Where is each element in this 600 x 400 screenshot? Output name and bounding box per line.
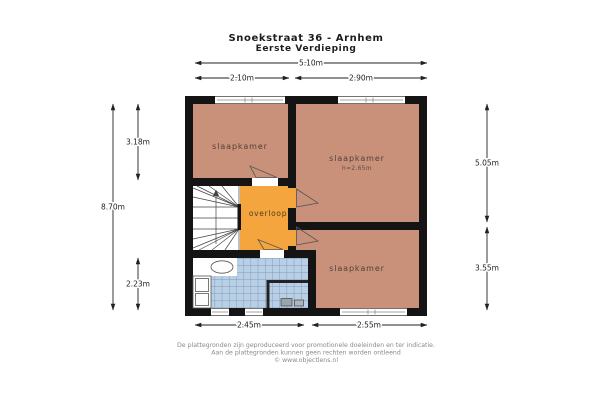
plan-title: Snoekstraat 36 - Arnhem [228, 33, 384, 44]
room-landing-overloop [240, 186, 296, 250]
label-bedroom-bottom-right: slaapkamer [329, 264, 385, 273]
dim-label-bottom-right: 2.55m [356, 320, 382, 330]
window-top-right [338, 97, 405, 104]
dim-label-right-upper: 5.05m [474, 158, 500, 168]
label-landing: overloop [248, 209, 288, 218]
shower-drain [295, 300, 304, 306]
disclaimer-line-3: © www.objectlens.nl [273, 357, 339, 364]
dim-label-left-upper: 3.18m [125, 137, 151, 147]
window-top-left [215, 97, 285, 104]
dim-label-top-total: 5.10m [298, 58, 324, 68]
window-bottom-bedroom [340, 309, 407, 316]
label-bedroom-top-right-height: h=2.65m [342, 166, 372, 172]
window-bathroom-left [211, 309, 229, 316]
window-bathroom-right [245, 309, 263, 316]
toilet [281, 299, 292, 307]
plan-subtitle: Eerste Verdieping [255, 44, 357, 54]
washbasin [211, 261, 233, 273]
label-bedroom-top-right: slaapkamer [329, 154, 385, 163]
stair-newel [238, 204, 242, 230]
room-bedroom-top-left [193, 104, 288, 178]
dim-label-top-right: 2.90m [348, 73, 374, 83]
cupboard-upper-unit [196, 279, 209, 292]
dim-label-bottom-left: 2.45m [236, 320, 262, 330]
dim-label-left-total: 8.70m [100, 202, 126, 212]
cupboard-lower-unit [196, 294, 209, 306]
dim-label-top-left: 2.10m [229, 73, 255, 83]
dim-label-right-lower: 3.55m [474, 263, 500, 273]
dim-label-left-lower: 2.23m [125, 279, 151, 289]
room-bedroom-top-right [296, 104, 419, 222]
disclaimer-line-1: De plattegronden zijn geproduceerd voor promotionele doeleinden en ter indicatie. [177, 342, 435, 349]
disclaimer-line-2: Aan de plattegronden kunnen geen rechten worden ontleend [211, 349, 401, 357]
label-bedroom-top-left: slaapkamer [212, 142, 268, 151]
